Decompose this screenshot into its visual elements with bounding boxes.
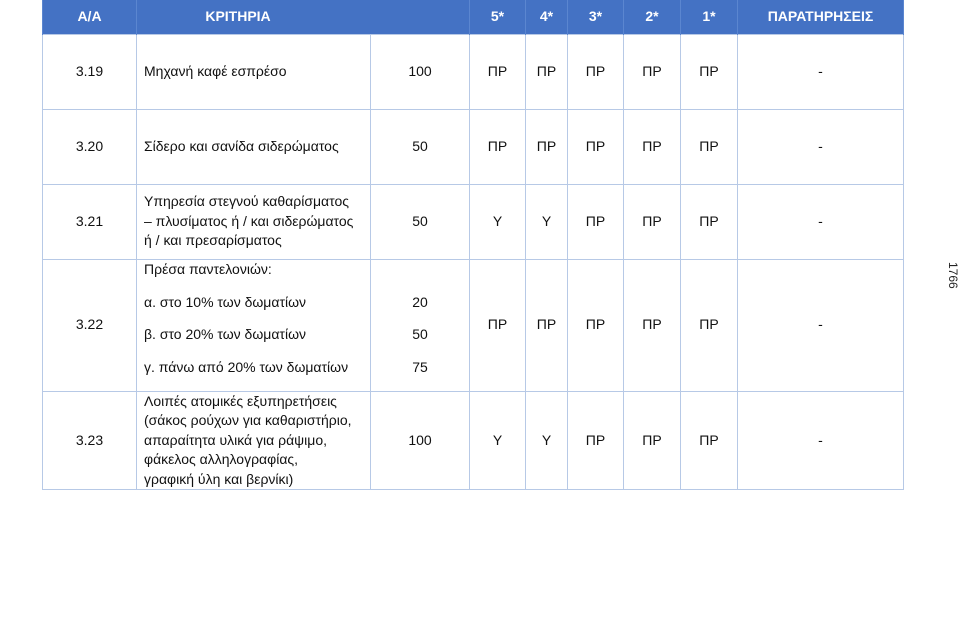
table-row [43, 34, 904, 109]
row-remarks: - [738, 109, 904, 184]
criteria-title: Πρέσα παντελονιών: [144, 261, 272, 277]
row-number: 3.22 [43, 259, 137, 391]
sub-item-points: 20 [412, 293, 428, 310]
header-aa: Α/Α [43, 0, 137, 34]
row-star2: ΠΡ [624, 34, 681, 109]
row-points: 100 [371, 391, 470, 490]
criteria-line: (σάκος ρούχων για καθαριστήριο, [144, 412, 352, 428]
row-star4: ΠΡ [526, 34, 568, 109]
row-remarks: - [738, 259, 904, 391]
row-star3: ΠΡ [568, 184, 624, 259]
row-star3: ΠΡ [568, 34, 624, 109]
row-star1: ΠΡ [681, 109, 738, 184]
criteria-line: Υπηρεσία στεγνού καθαρίσματος [144, 193, 350, 210]
row-star2: ΠΡ [624, 391, 681, 490]
header-star4: 4* [526, 0, 568, 34]
header-remarks: ΠΑΡΑΤΗΡΗΣΕΙΣ [738, 0, 904, 34]
row-points [371, 259, 470, 391]
sub-item-label: α. στο 10% των δωματίων [144, 293, 307, 310]
row-remarks: - [738, 391, 904, 490]
table-row [43, 184, 904, 259]
sub-item-points-spacer [371, 260, 469, 293]
criteria-line: γραφική ύλη και βερνίκι) [144, 470, 294, 487]
row-criteria: Σίδερο και σανίδα σιδερώματος [137, 109, 371, 184]
row-star4: Υ [526, 184, 568, 259]
header-star3: 3* [568, 0, 624, 34]
row-criteria [137, 259, 371, 391]
row-star2: ΠΡ [624, 184, 681, 259]
row-number: 3.23 [43, 391, 137, 490]
row-star1: ΠΡ [681, 184, 738, 259]
row-star4: ΠΡ [526, 259, 568, 391]
row-star2: ΠΡ [624, 109, 681, 184]
row-star3: ΠΡ [568, 259, 624, 391]
criteria-line: – πλυσίματος ή / και σιδερώματος [144, 212, 354, 229]
header-criteria: ΚΡΙΤΗΡΙΑ [137, 0, 470, 34]
row-star1: ΠΡ [681, 34, 738, 109]
row-number: 3.21 [43, 184, 137, 259]
row-points: 50 [371, 109, 470, 184]
sub-item-points: 50 [412, 326, 428, 342]
row-star5: ΠΡ [470, 109, 526, 184]
row-points: 100 [371, 34, 470, 109]
row-star4: ΠΡ [526, 109, 568, 184]
criteria-line: απαραίτητα υλικά για ράψιμο, [144, 431, 328, 448]
row-star4: Υ [526, 391, 568, 490]
sub-item-points: 75 [412, 358, 428, 375]
table-row [43, 109, 904, 184]
row-star1: ΠΡ [681, 259, 738, 391]
header-star2: 2* [624, 0, 681, 34]
row-star3: ΠΡ [568, 109, 624, 184]
row-criteria: Μηχανή καφέ εσπρέσο [137, 34, 371, 109]
row-remarks: - [738, 184, 904, 259]
row-points: 50 [371, 184, 470, 259]
row-criteria [137, 184, 371, 259]
sub-item-label: β. στο 20% των δωματίων [144, 326, 306, 342]
row-remarks: - [738, 34, 904, 109]
row-number: 3.19 [43, 34, 137, 109]
row-star5: ΠΡ [470, 259, 526, 391]
row-criteria [137, 391, 371, 490]
page-number: 1766 [946, 262, 960, 289]
row-star5: Υ [470, 391, 526, 490]
row-star2: ΠΡ [624, 259, 681, 391]
criteria-line: ή / και πρεσαρίσματος [144, 232, 282, 249]
row-number: 3.20 [43, 109, 137, 184]
table-header-row [43, 0, 904, 34]
criteria-table [42, 0, 904, 490]
header-star1: 1* [681, 0, 738, 34]
row-star5: Υ [470, 184, 526, 259]
row-star5: ΠΡ [470, 34, 526, 109]
row-star1: ΠΡ [681, 391, 738, 490]
criteria-line: φάκελος αλληλογραφίας, [144, 451, 299, 467]
row-star3: ΠΡ [568, 391, 624, 490]
criteria-line: Λοιπές ατομικές εξυπηρετήσεις [144, 392, 337, 409]
sub-item-label: γ. πάνω από 20% των δωματίων [144, 358, 349, 375]
header-star5: 5* [470, 0, 526, 34]
table-row [43, 259, 904, 391]
table-row [43, 391, 904, 490]
